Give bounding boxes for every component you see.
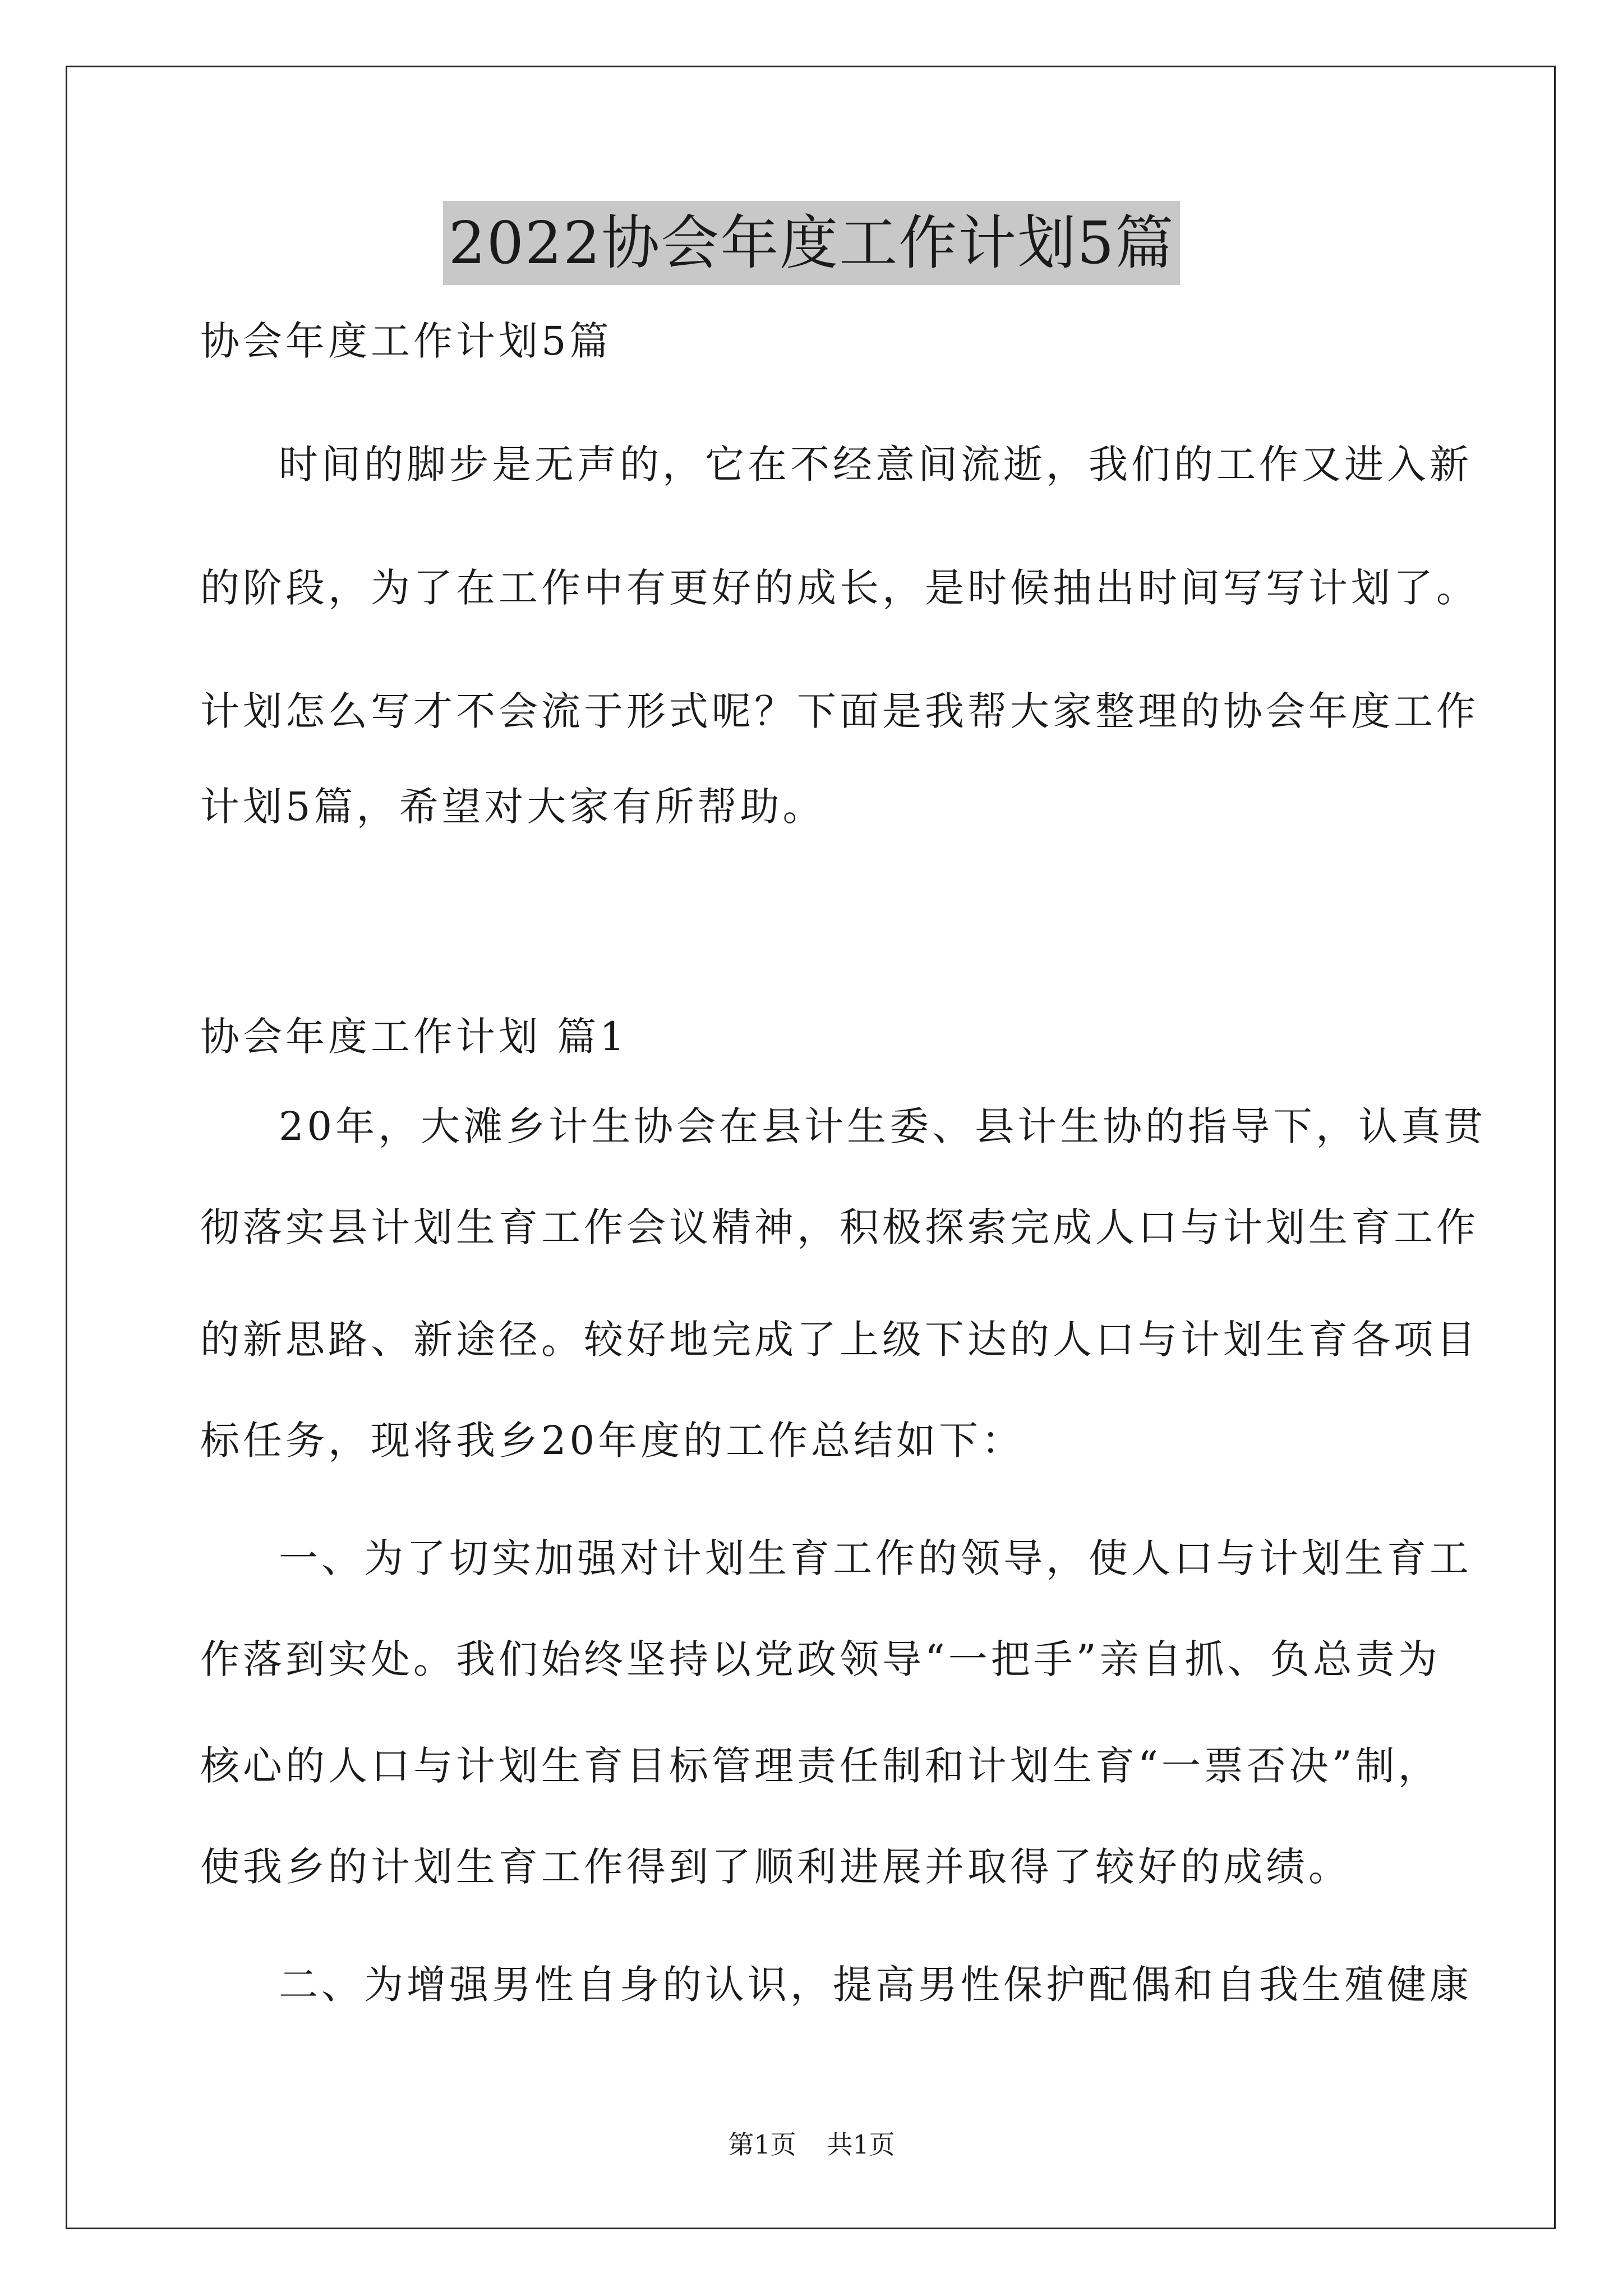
page-number: 第1页: [728, 2129, 796, 2160]
paragraph-line: 核心的人口与计划生育目标管理责任制和计划生育“一票否决”制，: [200, 1743, 1441, 1789]
subtitle: 协会年度工作计划5篇: [200, 318, 612, 364]
intro-line: 时间的脚步是无声的，它在不经意间流逝，我们的工作又进入新: [279, 441, 1472, 487]
intro-line: 计划5篇，希望对大家有所帮助。: [200, 784, 826, 830]
paragraph-line: 20年，大滩乡计生协会在县计生委、县计生协的指导下，认真贯: [279, 1103, 1487, 1149]
intro-line: 计划怎么写才不会流于形式呢？下面是我帮大家整理的协会年度工作: [200, 688, 1479, 734]
title-container: [0, 201, 1623, 285]
document-title: 2022协会年度工作计划5篇: [443, 201, 1181, 285]
paragraph-line: 作落到实处。我们始终坚持以党政领导“一把手”亲自抓、负总责为: [200, 1636, 1441, 1682]
paragraph-line: 一、为了切实加强对计划生育工作的领导，使人口与计划生育工: [279, 1535, 1472, 1581]
intro-line: 的阶段，为了在工作中有更好的成长，是时候抽出时间写写计划了。: [200, 565, 1479, 611]
paragraph-line: 标任务，现将我乡20年度的工作总结如下：: [200, 1418, 1025, 1464]
paragraph-line: 彻落实县计划生育工作会议精神，积极探索完成人口与计划生育工作: [200, 1204, 1479, 1250]
paragraph-line: 的新思路、新途径。较好地完成了上级下达的人口与计划生育各项目: [200, 1317, 1479, 1363]
paragraph-line: 二、为增强男性自身的认识，提高男性保护配偶和自我生殖健康: [279, 1962, 1472, 2008]
page-footer: [0, 2129, 1623, 2160]
section-heading: 协会年度工作计划 篇1: [200, 1014, 628, 1060]
page-total: 共1页: [827, 2129, 895, 2160]
paragraph-line: 使我乡的计划生育工作得到了顺利进展并取得了较好的成绩。: [200, 1844, 1351, 1890]
